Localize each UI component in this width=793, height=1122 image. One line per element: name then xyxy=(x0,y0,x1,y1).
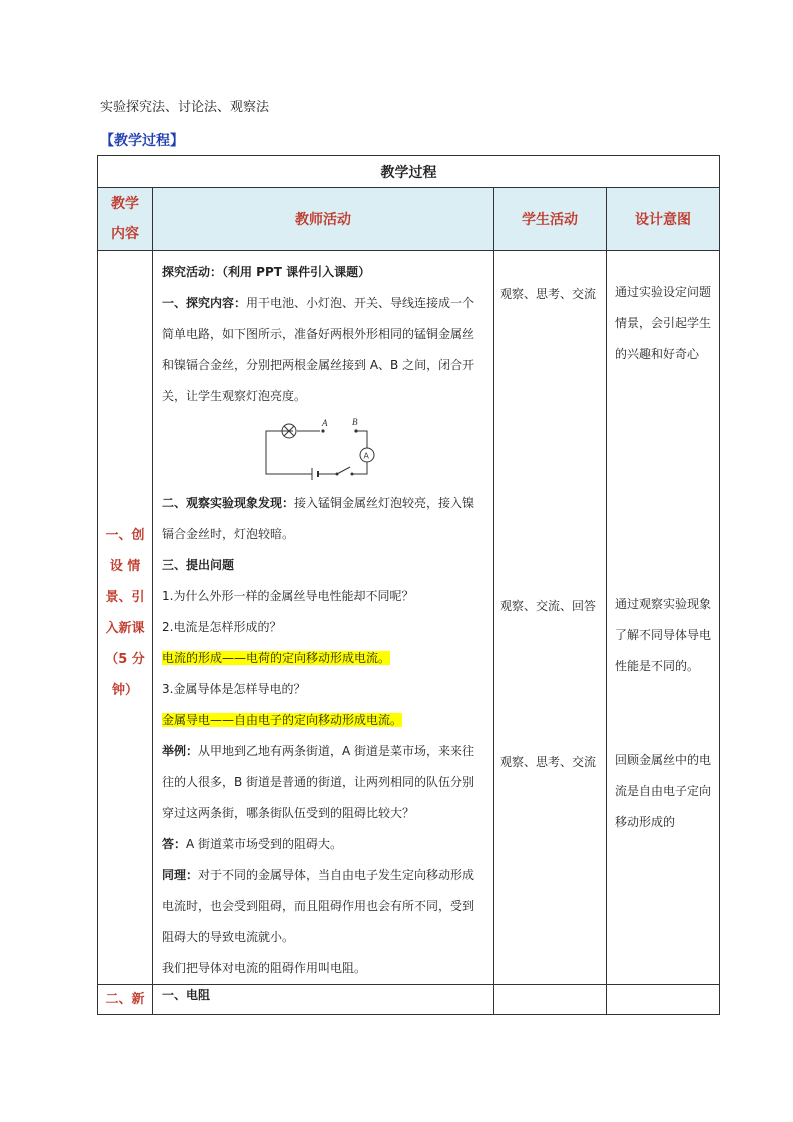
circuit-diagram xyxy=(262,416,382,482)
student-activity-2: 观察、交流、回答 xyxy=(500,599,597,613)
label-answer: 答： xyxy=(162,837,187,851)
text-example: 从甲地到乙地有两条街道，A 街道是菜市场，来来往往的人很多，B 街道是普通的街道，让两列相同的队伍分别穿过这两条街，哪条街队伍受到的阻碍比较大？ xyxy=(162,744,475,820)
section1-label-line: （5 分 xyxy=(105,652,145,667)
design-intent-3: 回顾金属丝中的电流是自由电子定向移动形成的 xyxy=(615,753,712,829)
design-intent-2: 通过观察实验现象了解不同导体导电性能是不同的。 xyxy=(615,597,712,673)
section2-student-activity xyxy=(494,985,607,1015)
section-heading: 【教学过程】 xyxy=(100,133,184,149)
header-content-line1: 教学 xyxy=(111,196,139,212)
teaching-methods-line: 实验探究法、讨论法、观察法 xyxy=(100,100,270,115)
header-student: 学生活动 xyxy=(494,188,607,251)
text-answer: A 街道菜市场受到的阻碍大。 xyxy=(186,837,343,851)
switch-pivot xyxy=(336,473,339,476)
paragraph-observation xyxy=(162,488,485,550)
section1-label-line: 设 情 xyxy=(109,559,141,574)
section1-teacher-activity xyxy=(153,251,494,985)
label-example: 举例： xyxy=(162,744,199,758)
text-observation: 接入锰铜金属丝灯泡较亮，接入镍镉合金丝时，灯泡较暗。 xyxy=(162,496,475,541)
section1-label-line: 入新课 xyxy=(105,621,145,636)
text-likewise: 对于不同的金属导体，当自由电子发生定向移动形成电流时，也会受到阻碍，而且阻碍作用也会有所不同，受到阻碍大的导致电流就小。 xyxy=(162,868,475,944)
section1-label-line: 景、引 xyxy=(105,590,145,605)
table-title: 教学过程 xyxy=(98,156,720,188)
header-intent: 设计意图 xyxy=(607,188,720,251)
label-observation: 二、观察实验现象发现： xyxy=(162,496,295,510)
paragraph-conclusion: 我们把导体对电流的阻碍作用叫电阻。 xyxy=(162,961,367,975)
header-content xyxy=(98,188,153,251)
answer-2 xyxy=(162,643,485,674)
terminal-a-dot xyxy=(321,429,324,432)
terminal-a-label: A xyxy=(322,418,328,428)
label-explore-content: 一、探究内容： xyxy=(162,296,247,310)
section2-label: 二、新 xyxy=(98,985,153,1015)
section1-label-line: 钟） xyxy=(111,683,138,698)
paragraph-likewise xyxy=(162,860,485,953)
question-1: 1.为什么外形一样的金属丝导电性能却不同呢？ xyxy=(162,589,414,603)
circuit-wire-top-right xyxy=(357,431,367,448)
text-explore-content: 用干电池、小灯泡、开关、导线连接成一个简单电路，如下图所示，准备好两根外形相同的锰铜金属丝和镍镉合金丝，分别把两根金属丝接到 A、B 之间，闭合开关，让学生观察灯泡亮度。 xyxy=(162,296,475,403)
header-content-line2: 内容 xyxy=(111,226,139,242)
question-2: 2.电流是怎样形成的？ xyxy=(162,620,282,634)
label-questions: 三、提出问题 xyxy=(162,558,235,572)
answer-3 xyxy=(162,705,485,736)
section1-design-intent xyxy=(607,251,720,985)
circuit-wire-right xyxy=(352,462,367,474)
section1-student-activity xyxy=(494,251,607,985)
paragraph-explore-content xyxy=(162,288,485,412)
answer-2-highlight: 电流的形成——电荷的定向移动形成电流。 xyxy=(162,651,391,665)
paragraph-answer xyxy=(162,829,485,860)
label-likewise: 同理： xyxy=(162,868,199,882)
activity-title: 探究活动：（利用 PPT 课件引入课题） xyxy=(162,265,371,279)
design-intent-1: 通过实验设定问题情景，会引起学生的兴趣和好奇心 xyxy=(615,285,712,361)
paragraph-example xyxy=(162,736,485,829)
circuit-wire-left xyxy=(266,431,312,474)
section2-design-intent xyxy=(607,985,720,1015)
section1-label xyxy=(98,251,153,985)
answer-3-highlight: 金属导电——自由电子的定向移动形成电流。 xyxy=(162,713,403,727)
teaching-process-table xyxy=(97,155,720,1015)
ammeter-label: A xyxy=(363,451,369,461)
question-3: 3.金属导体是怎样导电的？ xyxy=(162,682,306,696)
section1-label-line: 一、创 xyxy=(105,528,145,543)
section2-teacher-text: 一、电阻 xyxy=(162,988,211,1002)
switch-blade xyxy=(337,467,350,474)
terminal-b-dot xyxy=(354,429,357,432)
student-activity-1: 观察、思考、交流 xyxy=(500,287,597,301)
switch-contact xyxy=(351,473,354,476)
terminal-b-label: B xyxy=(352,417,358,427)
section2-teacher-activity xyxy=(153,985,494,1015)
header-teacher: 教师活动 xyxy=(153,188,494,251)
student-activity-3: 观察、思考、交流 xyxy=(500,755,597,769)
